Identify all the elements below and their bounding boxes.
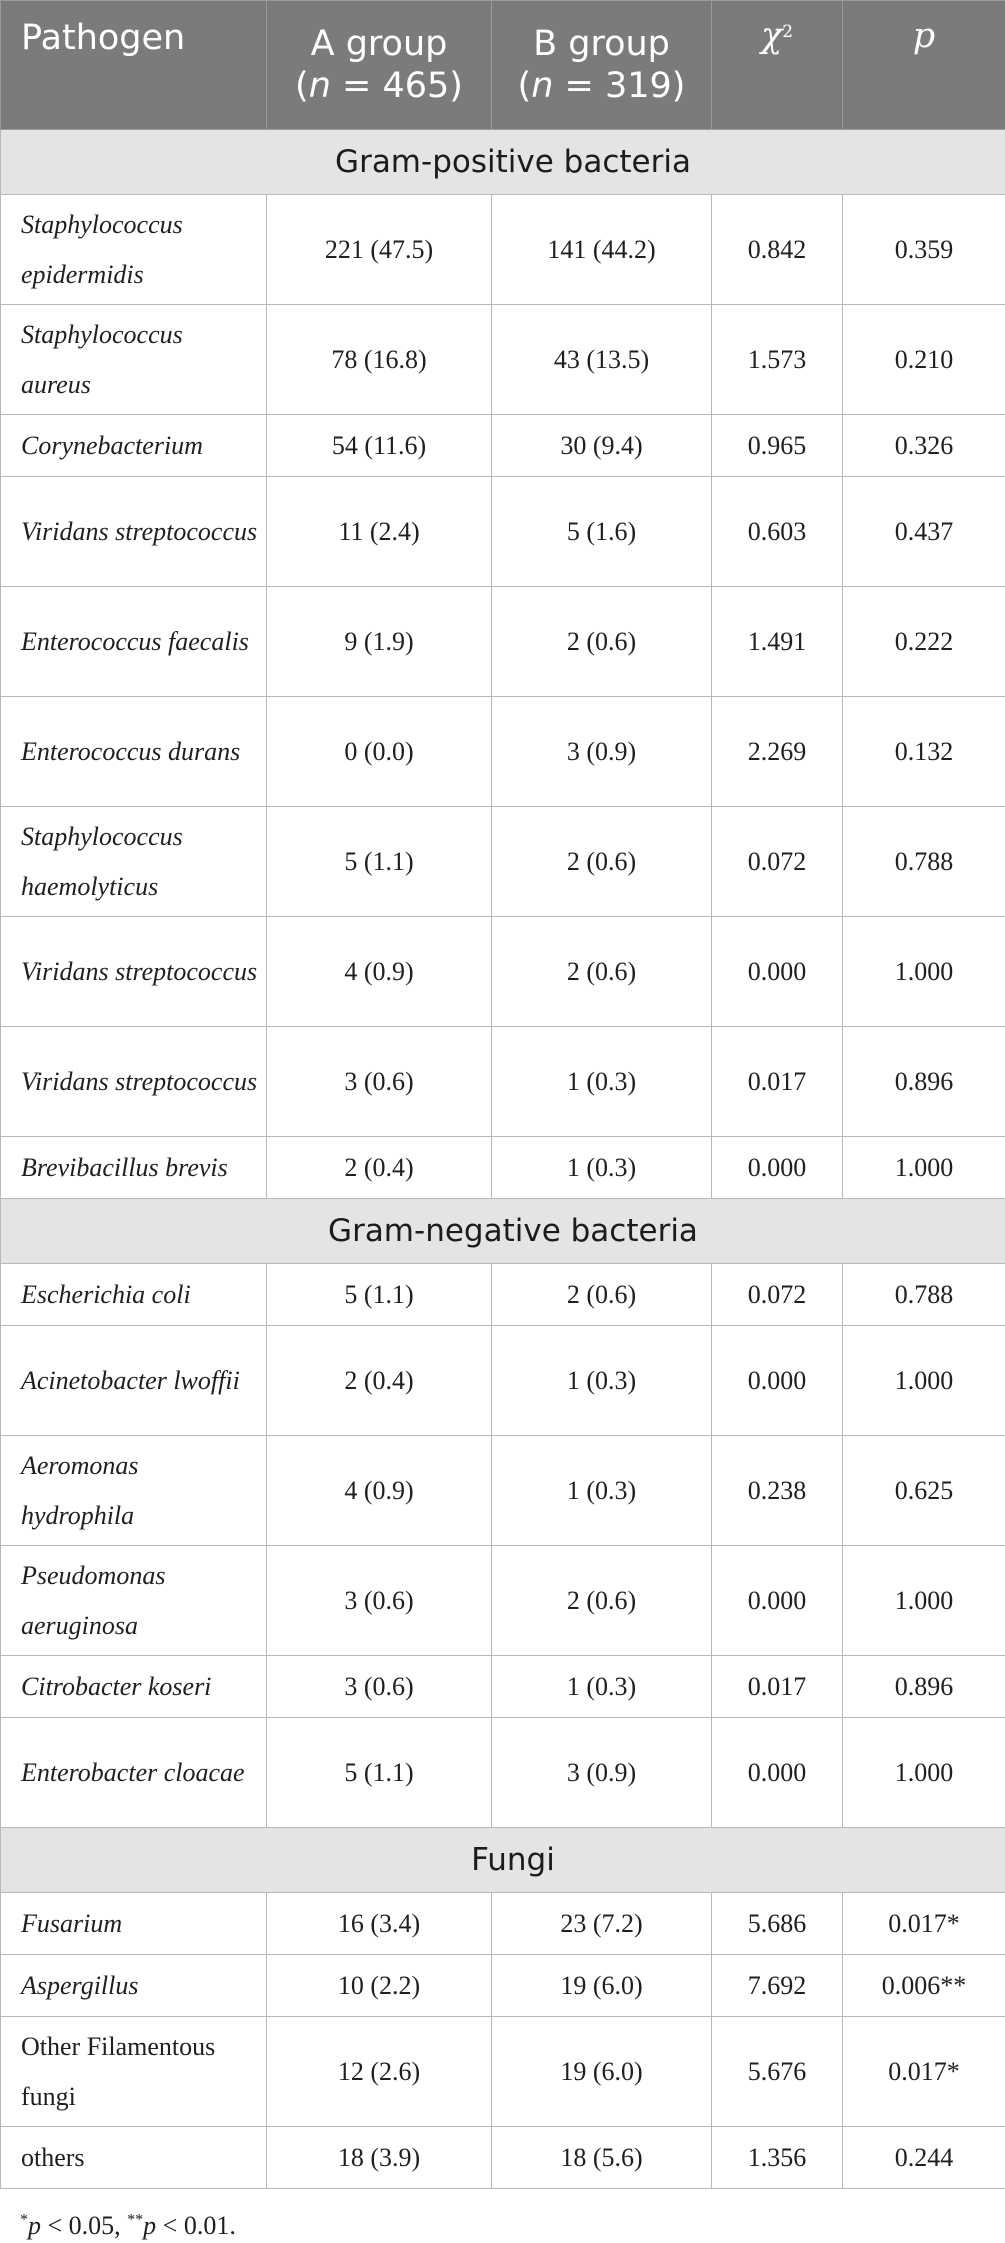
p-value-cell: 1.000 — [843, 1718, 1005, 1828]
a-group-cell: 0 (0.0) — [267, 697, 492, 807]
table-row — [1, 2017, 1005, 2127]
b-group-cell: 1 (0.3) — [492, 1436, 712, 1546]
p-value-cell: 0.017* — [843, 1893, 1005, 1955]
table-row — [1, 1718, 1005, 1828]
a-group-cell: 54 (11.6) — [267, 415, 492, 477]
b-group-cell: 23 (7.2) — [492, 1893, 712, 1955]
chi-square-cell: 1.491 — [712, 587, 843, 697]
pathogen-name-cell: Corynebacterium — [1, 415, 267, 477]
footnote-p-2: p — [143, 2211, 157, 2240]
pathogen-name-cell: Staphylococcus haemolyticus — [1, 807, 267, 917]
b-group-cell: 3 (0.9) — [492, 1718, 712, 1828]
section-row — [1, 1828, 1005, 1893]
pathogen-name-cell: Citrobacter koseri — [1, 1656, 267, 1718]
b-group-cell: 141 (44.2) — [492, 195, 712, 305]
table-row — [1, 1955, 1005, 2017]
b-group-cell: 2 (0.6) — [492, 917, 712, 1027]
header-a-group-paren: ( — [295, 66, 309, 106]
b-group-cell: 2 (0.6) — [492, 1264, 712, 1326]
chi-square-cell: 7.692 — [712, 1955, 843, 2017]
a-group-cell: 221 (47.5) — [267, 195, 492, 305]
table-row — [1, 1436, 1005, 1546]
pathogen-name-cell: Fusarium — [1, 1893, 267, 1955]
chi-square-cell: 0.000 — [712, 1718, 843, 1828]
chi-square-cell: 0.000 — [712, 1137, 843, 1199]
a-group-cell: 5 (1.1) — [267, 1718, 492, 1828]
table-row — [1, 917, 1005, 1027]
a-group-cell: 10 (2.2) — [267, 1955, 492, 2017]
b-group-cell: 1 (0.3) — [492, 1326, 712, 1436]
p-value-cell: 0.006** — [843, 1955, 1005, 2017]
p-value-cell: 1.000 — [843, 1137, 1005, 1199]
header-a-group-n: n — [308, 66, 331, 106]
a-group-cell: 16 (3.4) — [267, 1893, 492, 1955]
a-group-cell: 12 (2.6) — [267, 2017, 492, 2127]
p-value-cell: 0.896 — [843, 1656, 1005, 1718]
table-header — [1, 1, 1005, 130]
p-value-cell: 0.017* — [843, 2017, 1005, 2127]
pathogen-name-cell: Escherichia coli — [1, 1264, 267, 1326]
b-group-cell: 2 (0.6) — [492, 807, 712, 917]
p-value-cell: 0.326 — [843, 415, 1005, 477]
chi-square-cell: 5.676 — [712, 2017, 843, 2127]
footnote-text-2: < 0.01. — [156, 2211, 236, 2240]
footnote-text-1: < 0.05, — [41, 2211, 128, 2240]
table-row — [1, 697, 1005, 807]
a-group-cell: 5 (1.1) — [267, 1264, 492, 1326]
p-value-cell: 0.244 — [843, 2127, 1005, 2189]
chi-square-cell: 0.000 — [712, 1546, 843, 1656]
chi-square-cell: 0.842 — [712, 195, 843, 305]
a-group-cell: 2 (0.4) — [267, 1326, 492, 1436]
chi-square-cell: 0.017 — [712, 1656, 843, 1718]
table-row — [1, 587, 1005, 697]
table-row — [1, 1326, 1005, 1436]
p-value-cell: 0.210 — [843, 305, 1005, 415]
b-group-cell: 19 (6.0) — [492, 2017, 712, 2127]
pathogen-name-cell: Enterococcus faecalis — [1, 587, 267, 697]
a-group-cell: 3 (0.6) — [267, 1546, 492, 1656]
chi-square-cell: 0.072 — [712, 1264, 843, 1326]
a-group-cell: 2 (0.4) — [267, 1137, 492, 1199]
chi-square-cell: 0.017 — [712, 1027, 843, 1137]
p-value-cell: 0.896 — [843, 1027, 1005, 1137]
footnote-star-2: ** — [127, 2211, 144, 2229]
b-group-cell: 1 (0.3) — [492, 1656, 712, 1718]
b-group-cell: 3 (0.9) — [492, 697, 712, 807]
chi-square-cell: 0.965 — [712, 415, 843, 477]
section-title: Gram-positive bacteria — [1, 130, 1005, 195]
a-group-cell: 3 (0.6) — [267, 1656, 492, 1718]
b-group-cell: 1 (0.3) — [492, 1137, 712, 1199]
p-value-cell: 0.359 — [843, 195, 1005, 305]
header-a-group-n-value: = 465) — [330, 66, 463, 106]
table-row — [1, 1264, 1005, 1326]
pathogen-name-cell: Viridans streptococcus — [1, 917, 267, 1027]
table-row — [1, 2127, 1005, 2189]
b-group-cell: 2 (0.6) — [492, 1546, 712, 1656]
pathogen-name-cell: Staphylococcus aureus — [1, 305, 267, 415]
chi-symbol: χ — [760, 16, 783, 56]
p-value-cell: 0.788 — [843, 807, 1005, 917]
chi-square-cell: 5.686 — [712, 1893, 843, 1955]
a-group-cell: 5 (1.1) — [267, 807, 492, 917]
chi-square-cell: 1.573 — [712, 305, 843, 415]
pathogen-name-cell: others — [1, 2127, 267, 2189]
pathogen-name-cell: Pseudomonas aeruginosa — [1, 1546, 267, 1656]
b-group-cell: 2 (0.6) — [492, 587, 712, 697]
footnote-star-1: * — [20, 2211, 28, 2229]
chi-superscript: 2 — [782, 22, 794, 42]
table-row — [1, 305, 1005, 415]
header-pathogen: Pathogen — [1, 1, 267, 130]
section-title: Gram-negative bacteria — [1, 1199, 1005, 1264]
pathogen-name-cell: Other Filamentous fungi — [1, 2017, 267, 2127]
a-group-cell: 18 (3.9) — [267, 2127, 492, 2189]
header-a-group-label: A group — [310, 24, 448, 64]
header-b-group-n: n — [531, 66, 554, 106]
table-row — [1, 415, 1005, 477]
p-value-cell: 0.437 — [843, 477, 1005, 587]
section-title: Fungi — [1, 1828, 1005, 1893]
pathogen-name-cell: Enterobacter cloacae — [1, 1718, 267, 1828]
section-row — [1, 130, 1005, 195]
p-value-cell: 0.132 — [843, 697, 1005, 807]
header-p-value: p — [843, 1, 1005, 130]
p-value-cell: 0.788 — [843, 1264, 1005, 1326]
b-group-cell: 30 (9.4) — [492, 415, 712, 477]
header-b-group-n-value: = 319) — [553, 66, 686, 106]
p-value-cell: 0.625 — [843, 1436, 1005, 1546]
chi-square-cell: 1.356 — [712, 2127, 843, 2189]
b-group-cell: 5 (1.6) — [492, 477, 712, 587]
b-group-cell: 19 (6.0) — [492, 1955, 712, 2017]
table-row — [1, 807, 1005, 917]
table-row — [1, 1656, 1005, 1718]
chi-square-cell: 0.000 — [712, 1326, 843, 1436]
chi-square-cell: 0.603 — [712, 477, 843, 587]
table-row — [1, 1137, 1005, 1199]
b-group-cell: 1 (0.3) — [492, 1027, 712, 1137]
header-b-group — [492, 1, 712, 130]
b-group-cell: 18 (5.6) — [492, 2127, 712, 2189]
pathogen-name-cell: Enterococcus durans — [1, 697, 267, 807]
header-a-group — [267, 1, 492, 130]
chi-square-cell: 2.269 — [712, 697, 843, 807]
pathogen-name-cell: Acinetobacter lwoffii — [1, 1326, 267, 1436]
pathogen-name-cell: Viridans streptococcus — [1, 1027, 267, 1137]
pathogen-name-cell: Aspergillus — [1, 1955, 267, 2017]
pathogen-name-cell: Brevibacillus brevis — [1, 1137, 267, 1199]
a-group-cell: 3 (0.6) — [267, 1027, 492, 1137]
b-group-cell: 43 (13.5) — [492, 305, 712, 415]
footnote — [0, 2189, 1005, 2241]
p-value-cell: 1.000 — [843, 1326, 1005, 1436]
pathogen-name-cell: Aeromonas hydrophila — [1, 1436, 267, 1546]
table-row — [1, 1893, 1005, 1955]
a-group-cell: 4 (0.9) — [267, 917, 492, 1027]
section-row — [1, 1199, 1005, 1264]
p-value-cell: 1.000 — [843, 1546, 1005, 1656]
table-row — [1, 195, 1005, 305]
table-row — [1, 1027, 1005, 1137]
pathogen-name-cell: Staphylococcus epidermidis — [1, 195, 267, 305]
a-group-cell: 9 (1.9) — [267, 587, 492, 697]
p-value-cell: 1.000 — [843, 917, 1005, 1027]
chi-square-cell: 0.238 — [712, 1436, 843, 1546]
p-value-cell: 0.222 — [843, 587, 1005, 697]
chi-square-cell: 0.072 — [712, 807, 843, 917]
a-group-cell: 4 (0.9) — [267, 1436, 492, 1546]
header-chi-square — [712, 1, 843, 130]
a-group-cell: 78 (16.8) — [267, 305, 492, 415]
pathogen-name-cell: Viridans streptococcus — [1, 477, 267, 587]
a-group-cell: 11 (2.4) — [267, 477, 492, 587]
table-body — [1, 130, 1005, 2189]
header-b-group-label: B group — [533, 24, 670, 64]
footnote-p-1: p — [28, 2211, 41, 2240]
table-row — [1, 1546, 1005, 1656]
header-b-group-paren: ( — [517, 66, 532, 106]
table-row — [1, 477, 1005, 587]
chi-square-cell: 0.000 — [712, 917, 843, 1027]
